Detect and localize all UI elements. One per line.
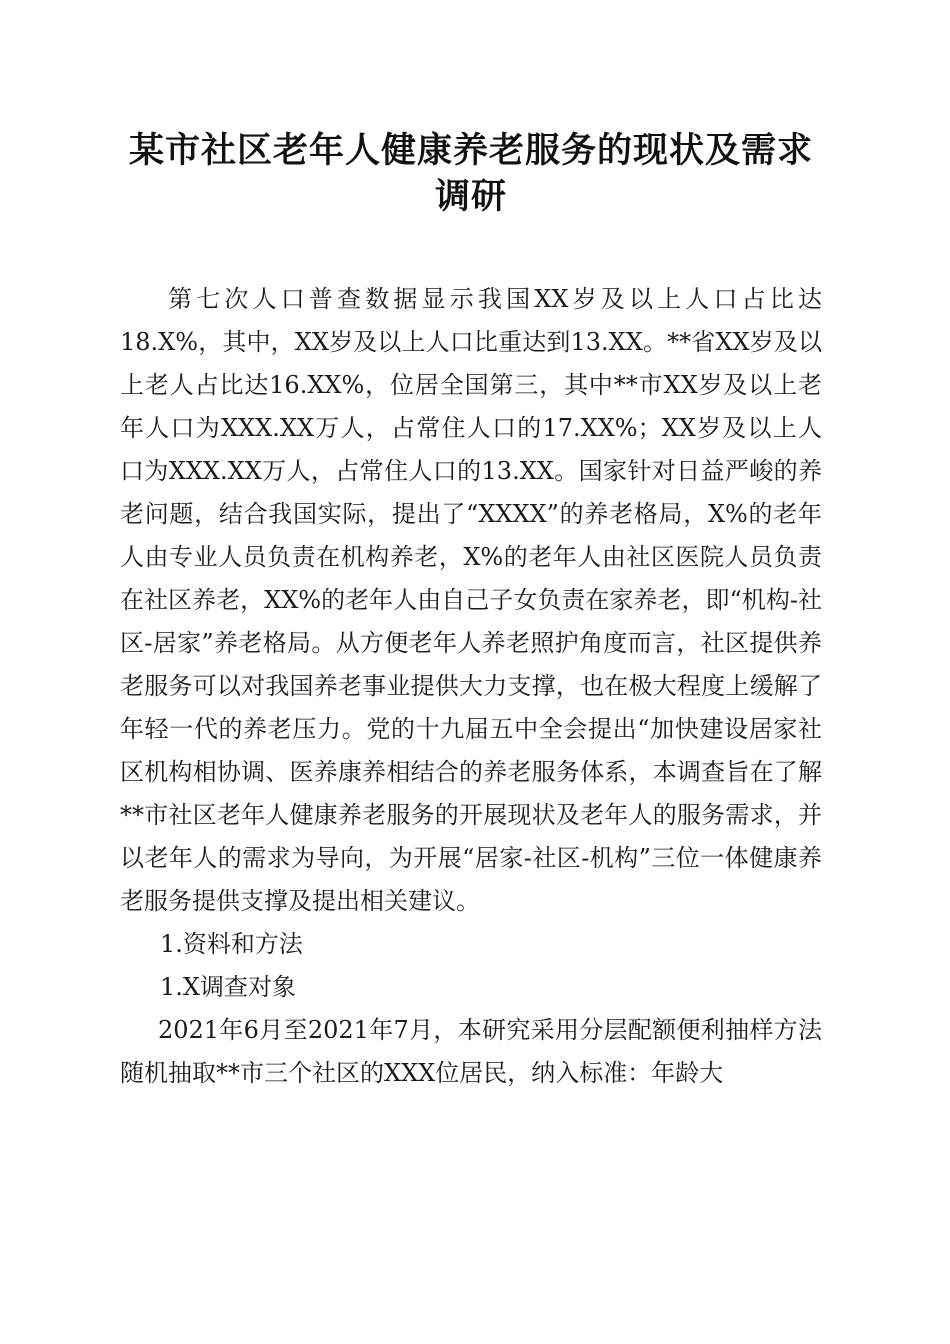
section-heading-materials-methods: 1.资料和方法	[160, 930, 303, 958]
document-page	[120, 128, 822, 1095]
intro-paragraph: 第七次人口普查数据显示我国XX岁及以上人口占比达18.X%，其中，XX岁及以上人口比重达到13.XX。**省XX岁及以上老人占比达16.XX%，位居全国第三，其中**市XX岁及以上老年人口为XXX.XX万人，占常住人口的17.XX%；XX岁及以上人口为XXX.XX万人，占常住人口的13.XX。国家针对日益严峻的养老问题，结合我国实际，提出了“XXXX”的养老格局，X%的老年人由专业人员负责在机构养老，X%的老年人由社区医院人员负责在社区养老，XX%的老年人由自己子女负责在家养老，即“机构-社区-居家”养老格局。从方便老年人养老照护角度而言，社区提供养老服务可以对我国养老事业提供大力支撑，也在极大程度上缓解了年轻一代的养老压力。党的十九届五中全会提出“加快建设居家社区机构相协调、医养康养相结合的养老服务体系，本调查旨在了解**市社区老年人健康养老服务的开展现状及老年人的服务需求，并以老年人的需求为导向，为开展“居家-社区-机构”三位一体健康养老服务提供支撑及提出相关建议。	[120, 285, 822, 915]
document-body	[120, 278, 822, 1095]
document-title: 某市社区老年人健康养老服务的现状及需求调研	[128, 130, 813, 217]
subsection-heading-survey-subjects: 1.X调查对象	[160, 973, 296, 1001]
survey-subjects-paragraph: 2021年6月至2021年7月，本研究采用分层配额便利抽样方法随机抽取**市三个社区的XXX位居民，纳入标准：年龄大	[120, 1016, 822, 1087]
